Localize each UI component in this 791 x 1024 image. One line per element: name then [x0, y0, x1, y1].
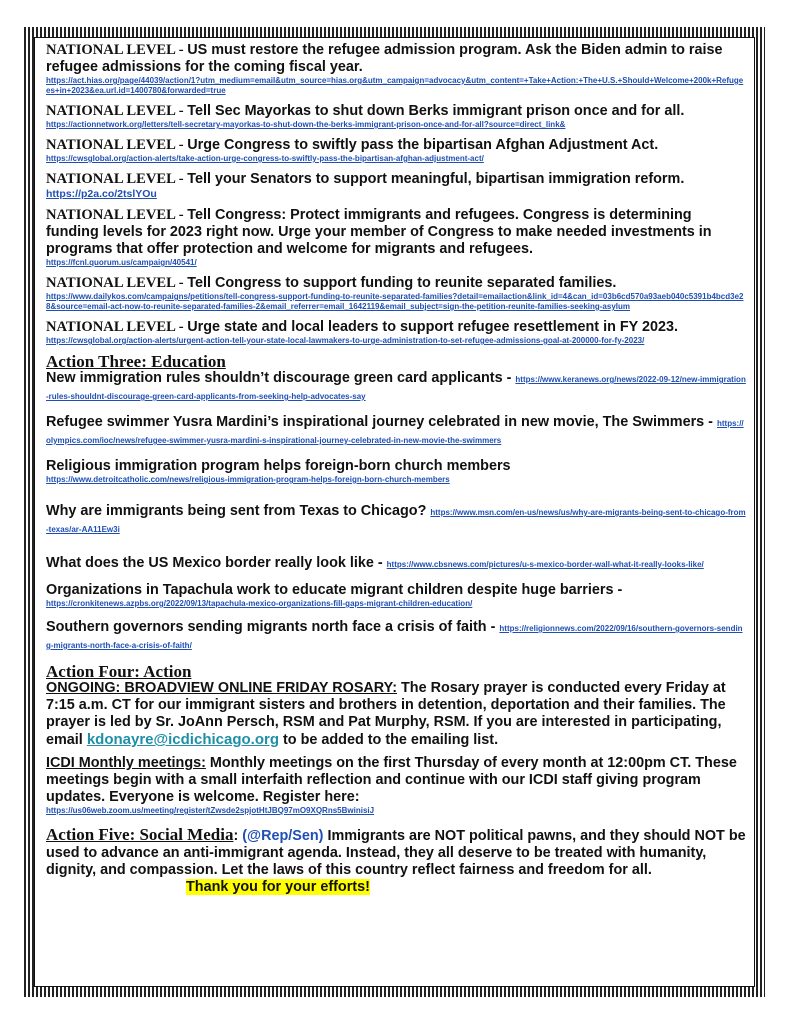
national-text: Urge Congress to swiftly pass the bipartisan Afghan Adjustment Act. — [187, 137, 659, 153]
national-label: NATIONAL LEVEL - — [46, 207, 188, 223]
national-link[interactable]: https://act.hias.org/page/44039/action/1?utm_medium=email&utm_source=hias.org&utm_campaign=advocacy&utm_content=+Take+Action:+The+U.S.+Should+Welcome+200k+Refugees+in+2023&ea.url.id=1400780&forwarded=true — [46, 76, 744, 95]
education-link[interactable]: https://olympics.com/ioc/news/refugee-swimmer-yusra-mardini-s-inspirational-journey-celebrated-in-new-movie-the-swimmers — [46, 419, 744, 445]
national-item — [46, 319, 746, 346]
education-item — [46, 582, 746, 609]
rosary-tail: to be added to the emailing list. — [279, 732, 499, 748]
social-paragraph — [46, 826, 746, 896]
education-text: Refugee swimmer Yusra Mardini’s inspirational journey celebrated in new movie, The Swimmers - — [46, 414, 717, 430]
national-link[interactable]: https://cwsglobal.org/action-alerts/urgent-action-tell-your-state-local-lawmakers-to-urge-administration-to-set-refugee-admissions-goal-at-200000-for-fy-2023/ — [46, 336, 645, 345]
meetings-register-link[interactable]: https://us06web.zoom.us/meeting/register/tZwsde2spjotHtJBQ97mO9XQRns5BwinisiJ — [46, 806, 375, 815]
meetings-heading: ICDI Monthly meetings: — [46, 755, 206, 771]
education-link[interactable]: https://www.detroitcatholic.com/news/religious-immigration-program-helps-foreign-born-church-members — [46, 475, 450, 484]
national-text: Tell Sec Mayorkas to shut down Berks immigrant prison once and for all. — [187, 103, 685, 119]
national-link[interactable]: https://cwsglobal.org/action-alerts/take-action-urge-congress-to-swiftly-pass-the-bipartisan-afghan-adjustment-act/ — [46, 154, 484, 163]
national-item — [46, 103, 746, 130]
national-label: NATIONAL LEVEL - — [46, 42, 188, 58]
national-label: NATIONAL LEVEL - — [46, 103, 188, 119]
education-link[interactable]: https://cronkitenews.azpbs.org/2022/09/13/tapachula-mexico-organizations-fill-gaps-migrant-children-education/ — [46, 599, 473, 608]
national-link[interactable]: https://fcnl.quorum.us/campaign/40541/ — [46, 258, 197, 267]
national-label: NATIONAL LEVEL - — [46, 171, 188, 187]
education-item — [46, 414, 746, 448]
education-text: Organizations in Tapachula work to educate migrant children despite huge barriers - — [46, 582, 623, 598]
national-item — [46, 275, 746, 312]
national-item — [46, 171, 746, 200]
meetings-paragraph — [46, 755, 746, 816]
education-item — [46, 370, 746, 404]
education-item — [46, 619, 746, 653]
education-text: Why are immigrants being sent from Texas to Chicago? — [46, 503, 431, 519]
action-heading: Action Four: Action — [46, 662, 192, 681]
social-colon: : — [233, 828, 243, 844]
national-label: NATIONAL LEVEL - — [46, 275, 188, 291]
national-text: Tell Congress to support funding to reunite separated families. — [187, 275, 617, 291]
national-text: Urge state and local leaders to support refugee resettlement in FY 2023. — [187, 319, 679, 335]
rosary-paragraph — [46, 680, 746, 749]
rosary-text: The Rosary prayer is conducted every Friday at 7:15 a.m. CT for our immigrant sisters and brothers in detention, deportation and their families. The prayer is led by Sr. JoAnn Persch, RSM and Pat Murphy, RSM. If you are interested in participating, email — [46, 680, 726, 748]
education-link[interactable]: https://www.keranews.org/news/2022-09-12/new-immigration-rules-shouldnt-discourage-green-card-applicants-from-seeking-help-advocates-say — [46, 375, 746, 401]
social-heading: Action Five: Social Media — [46, 825, 234, 844]
education-text: New immigration rules shouldn’t discourage green card applicants - — [46, 370, 516, 386]
education-text: What does the US Mexico border really look like - — [46, 555, 387, 571]
education-text: Southern governors sending migrants north face a crisis of faith - — [46, 619, 500, 635]
education-link[interactable]: https://religionnews.com/2022/09/16/southern-governors-sending-migrants-north-face-a-crisis-of-faith/ — [46, 624, 743, 650]
education-heading: Action Three: Education — [46, 352, 226, 371]
national-text: Tell your Senators to support meaningful, bipartisan immigration reform. — [187, 171, 685, 187]
national-link[interactable]: https://www.dailykos.com/campaigns/petitions/tell-congress-support-funding-to-reunite-separated-families?detail=emailaction&link_id=4&can_id=03b6cd570a93aeb040c5391b4bcd3e28&source=email-act-now-to-reunite-separated-families-2&email_referrer=email_1642119&email_subject=sign-the-petition-reunite-families-seeking-asylum — [46, 292, 744, 311]
national-label: NATIONAL LEVEL - — [46, 137, 188, 153]
education-text: Religious immigration program helps foreign-born church members — [46, 458, 511, 474]
rosary-email-link[interactable]: kdonayre@icdichicago.org — [86, 731, 279, 748]
education-item — [46, 503, 746, 537]
national-text: Tell Congress: Protect immigrants and refugees. Congress is determining funding levels for 2023 right now. Urge your member of Congress to make needed investments in programs that offer protection and welcome for migrants and refugees. — [46, 207, 712, 257]
education-link[interactable]: https://www.cbsnews.com/pictures/u-s-mexico-border-wall-what-it-really-looks-like/ — [386, 560, 704, 569]
national-item — [46, 207, 746, 268]
rosary-heading: ONGOING: BROADVIEW ONLINE FRIDAY ROSARY: — [46, 680, 397, 696]
social-handle: (@Rep/Sen) — [242, 828, 324, 844]
meetings-text: Monthly meetings on the first Thursday of every month at 12:00pm CT. These meetings begin with a small interfaith reflection and continue with our ICDI staff giving program updates. Everyone is welcome. Register here: — [46, 755, 737, 805]
document-body — [46, 42, 746, 902]
national-label: NATIONAL LEVEL - — [46, 319, 188, 335]
education-item — [46, 458, 746, 485]
national-link[interactable]: https://actionnetwork.org/letters/tell-secretary-mayorkas-to-shut-down-the-berks-immigrant-prison-once-and-for-all?source=direct_link& — [46, 120, 566, 129]
thank-you-note: Thank you for your efforts! — [186, 879, 370, 895]
national-text: US must restore the refugee admission program. Ask the Biden admin to raise refugee admissions for the coming fiscal year. — [46, 42, 723, 75]
education-item — [46, 555, 746, 572]
national-item — [46, 137, 746, 164]
education-link[interactable]: https://www.msn.com/en-us/news/us/why-are-migrants-being-sent-to-chicago-from-texas/ar-AA11Ew3i — [46, 508, 746, 534]
national-item — [46, 42, 746, 96]
national-link[interactable]: https://p2a.co/2tslYOu — [46, 188, 157, 200]
social-text: Immigrants are NOT political pawns, and they should NOT be used to advance an anti-immigrant agenda. Instead, they all deserve to be treated with humanity, dignity, and compassion. Let the laws of this country reflect fairness and freedom for all. — [46, 828, 746, 878]
